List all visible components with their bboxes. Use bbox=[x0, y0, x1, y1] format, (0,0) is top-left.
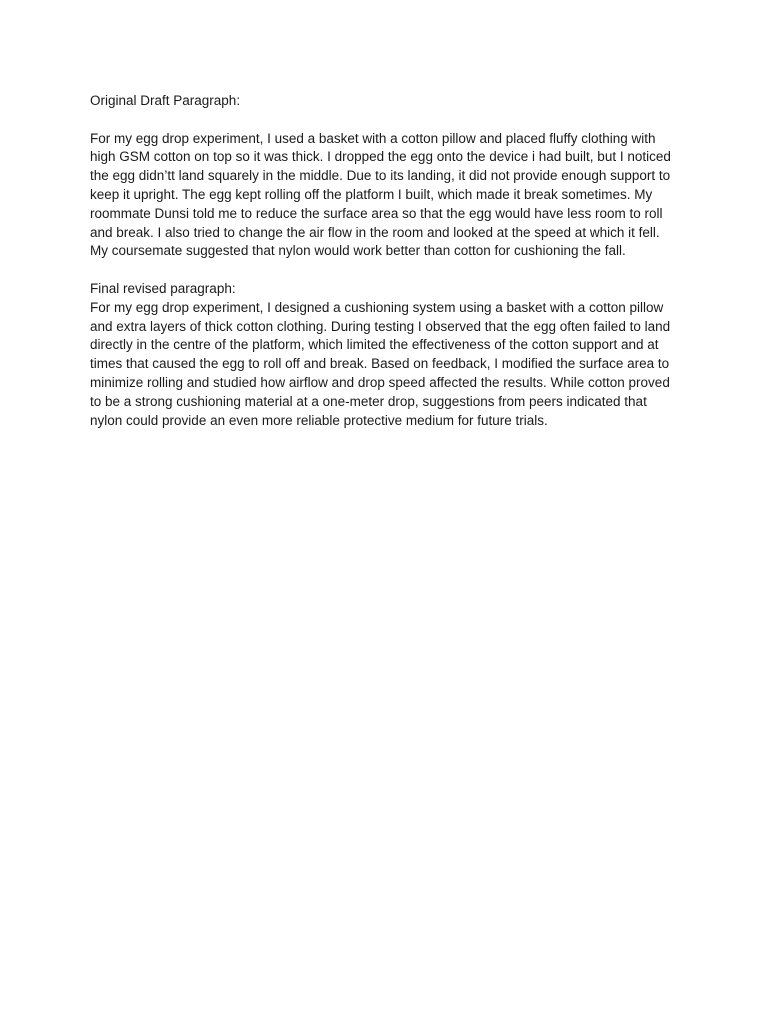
draft-heading: Original Draft Paragraph: bbox=[90, 93, 241, 108]
document-body bbox=[90, 92, 680, 430]
draft-paragraph: For my egg drop experiment, I used a basket with a cotton pillow and placed fluffy clothing with high GSM cotton on top so it was thick. I dropped the egg onto the device i had built, but I noticed the egg didn’tt land squarely in the middle. Due to its landing, it did not provide enough support to keep it upright. The egg kept rolling off the platform I built, which made it break sometimes. My roommate Dunsi told me to reduce the surface area so that the egg would have less room to roll and break. I also tried to change the air flow in the room and looked at the speed at which it fell. My coursemate suggested that nylon would work better than cotton for cushioning the fall. bbox=[90, 130, 671, 259]
paragraph-spacer bbox=[90, 261, 680, 280]
final-paragraph: For my egg drop experiment, I designed a cushioning system using a basket with a cotton pillow and extra layers of thick cotton clothing. During testing I observed that the egg often failed to land directly in the centre of the platform, which limited the effectiveness of the cotton support and at times that caused the egg to roll off and break. Based on feedback, I modified the surface area to minimize rolling and studied how airflow and drop speed affected the results. While cotton proved to be a strong cushioning material at a one-meter drop, suggestions from peers indicated that nylon could provide an even more reliable protective medium for future trials. bbox=[90, 299, 671, 428]
final-heading: Final revised paragraph: bbox=[90, 280, 236, 296]
paragraph-spacer bbox=[90, 111, 680, 130]
